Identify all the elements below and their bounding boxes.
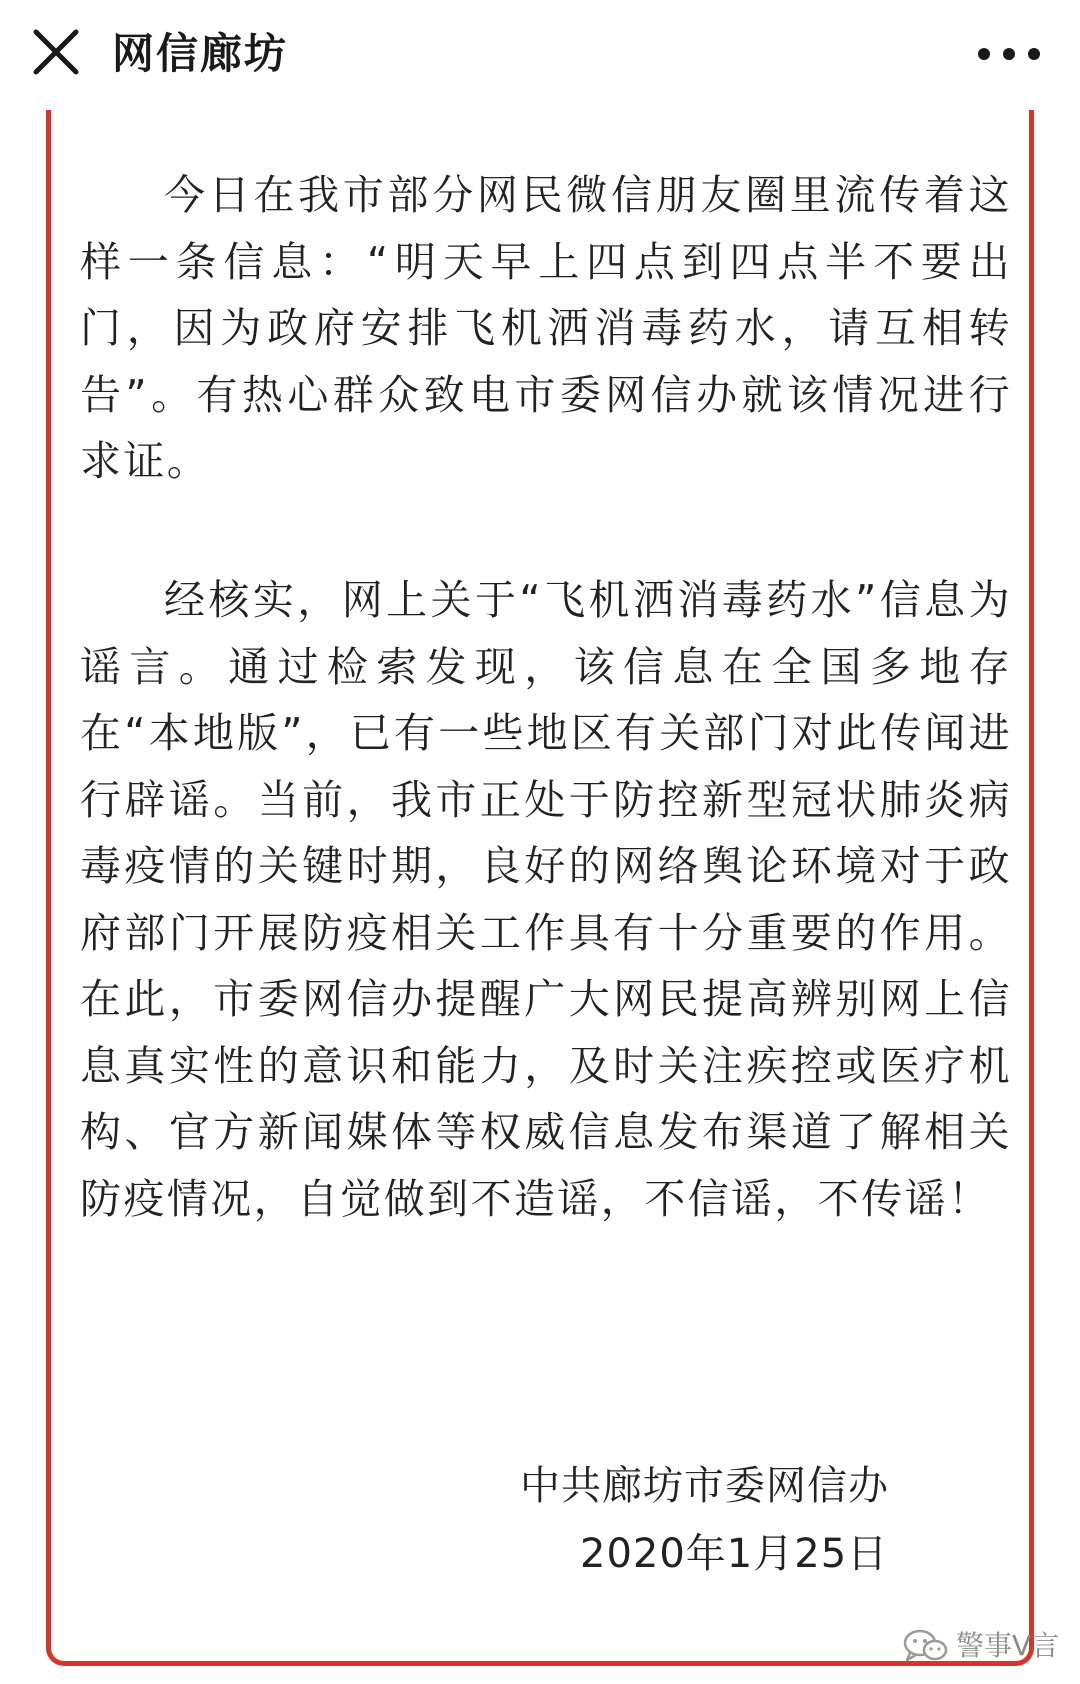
- publish-date: 2020年1月25日: [580, 1531, 889, 1577]
- more-options-icon: [972, 36, 1046, 72]
- close-button[interactable]: [26, 22, 86, 82]
- article-paragraph-2: 经核实，网上关于“飞机洒消毒药水”信息为谣言。通过检索发现，该信息在全国多地存在“本地版”，已有一些地区有关部门对此传闻进行辟谣。当前，我市正处于防控新型冠状肺炎病毒疫情的关键时期，良好的网络舆论环境对于政府部门开展防疫相关工作具有十分重要的作用。在此，市委网信办提醒广大网民提高辨别网上信息真实性的意识和能力，及时关注疾控或医疗机构、官方新闻媒体等权威信息发布渠道了解相关防疫情况，自觉做到不造谣，不信谣，不传谣！: [80, 576, 1012, 1223]
- page-title: 网信廊坊: [112, 29, 289, 78]
- watermark-text: 警事V言: [956, 1629, 1060, 1662]
- watermark: [902, 1624, 1059, 1668]
- more-options-button[interactable]: [972, 36, 1046, 72]
- article-paragraph-1: 今日在我市部分网民微信朋友圈里流传着这样一条信息：“明天早上四点到四点半不要出门，因为政府安排飞机洒消毒药水，请互相转告”。有热心群众致电市委网信办就该情况进行求证。: [80, 171, 1012, 485]
- signature: 中共廊坊市委网信办: [520, 1463, 889, 1509]
- wechat-icon: [902, 1628, 948, 1664]
- close-icon: [26, 22, 86, 82]
- top-bar: [0, 0, 1080, 110]
